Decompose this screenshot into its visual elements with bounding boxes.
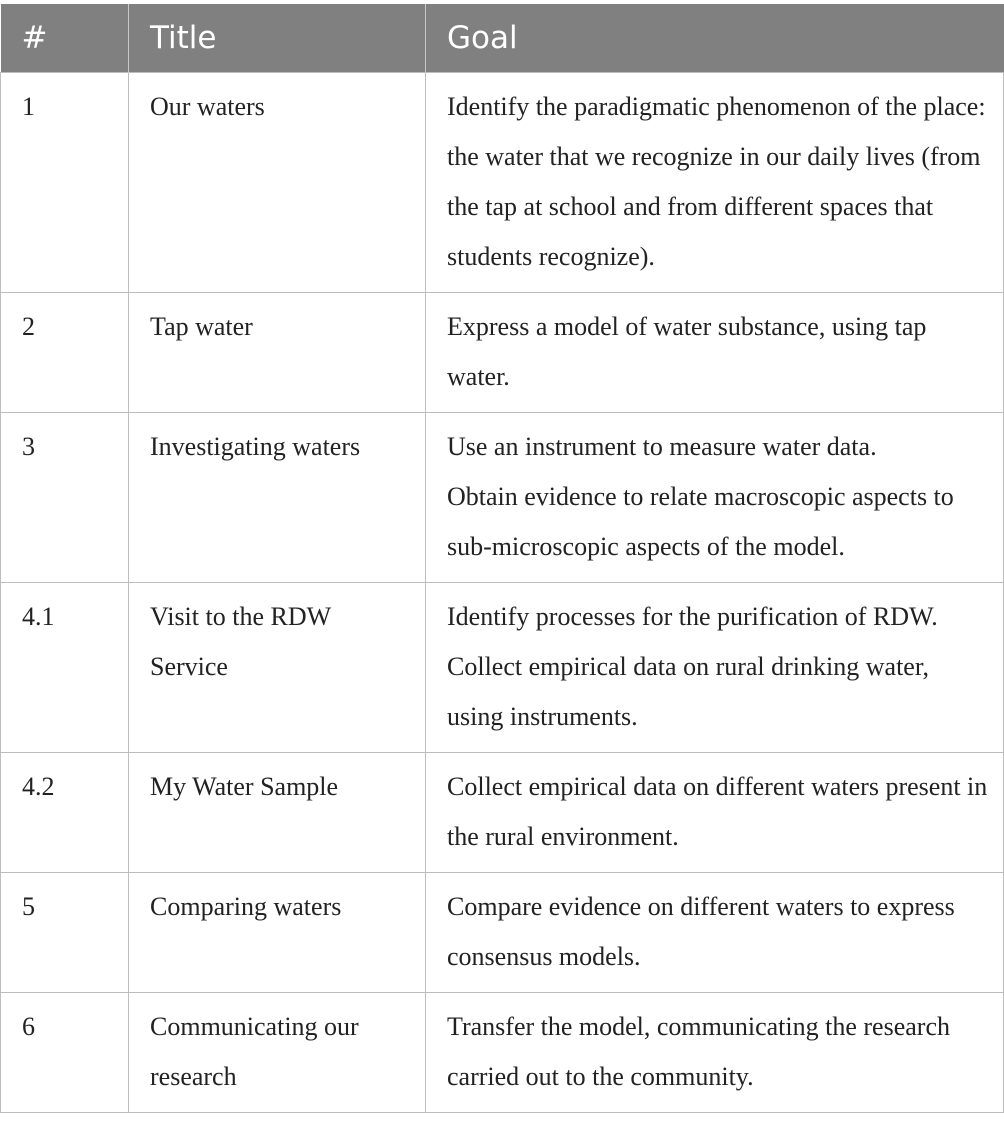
cell-number: 1 (1, 73, 129, 293)
cell-goal (426, 413, 1004, 583)
cell-title: Our waters (129, 73, 426, 293)
cell-goal (426, 73, 1004, 293)
cell-title: Comparing waters (129, 873, 426, 993)
table-row (1, 73, 1004, 293)
table-row (1, 293, 1004, 413)
cell-title: Communicating our research (129, 993, 426, 1113)
table-row (1, 993, 1004, 1113)
goal-text: Collect empirical data on different waters present in the rural environment. (447, 772, 988, 851)
goal-text: Transfer the model, communicating the research carried out to the community. (447, 1012, 950, 1091)
cell-number: 4.2 (1, 753, 129, 873)
table-row (1, 873, 1004, 993)
header-row (1, 4, 1004, 73)
cell-goal (426, 583, 1004, 753)
cell-number: 5 (1, 873, 129, 993)
cell-number: 6 (1, 993, 129, 1113)
table-row (1, 413, 1004, 583)
column-header-title: Title (129, 4, 426, 73)
cell-title: My Water Sample (129, 753, 426, 873)
activities-table (0, 4, 1004, 1113)
goal-text: Collect empirical data on rural drinking water, using instruments. (447, 652, 929, 731)
cell-title: Investigating waters (129, 413, 426, 583)
goal-text: Use an instrument to measure water data. (447, 432, 877, 461)
cell-number: 3 (1, 413, 129, 583)
goal-text: Compare evidence on different waters to express consensus models. (447, 892, 955, 971)
cell-goal (426, 873, 1004, 993)
cell-number: 4.1 (1, 583, 129, 753)
column-header-number: # (1, 4, 129, 73)
goal-text: Obtain evidence to relate macroscopic aspects to sub-microscopic aspects of the model. (447, 482, 954, 561)
table-row (1, 583, 1004, 753)
table-body (1, 73, 1004, 1113)
cell-title: Visit to the RDW Service (129, 583, 426, 753)
cell-goal (426, 993, 1004, 1113)
cell-goal (426, 753, 1004, 873)
cell-title: Tap water (129, 293, 426, 413)
table-row (1, 753, 1004, 873)
goal-text: Identify the paradigmatic phenomenon of the place: the water that we recognize in our daily lives (from the tap at school and from different spaces that students recognize). (447, 92, 986, 271)
goal-text: Express a model of water substance, using tap water. (447, 312, 927, 391)
column-header-goal: Goal (426, 4, 1004, 73)
goal-text: Identify processes for the purification of RDW. (447, 602, 938, 631)
table-header (1, 4, 1004, 73)
cell-number: 2 (1, 293, 129, 413)
cell-goal (426, 293, 1004, 413)
